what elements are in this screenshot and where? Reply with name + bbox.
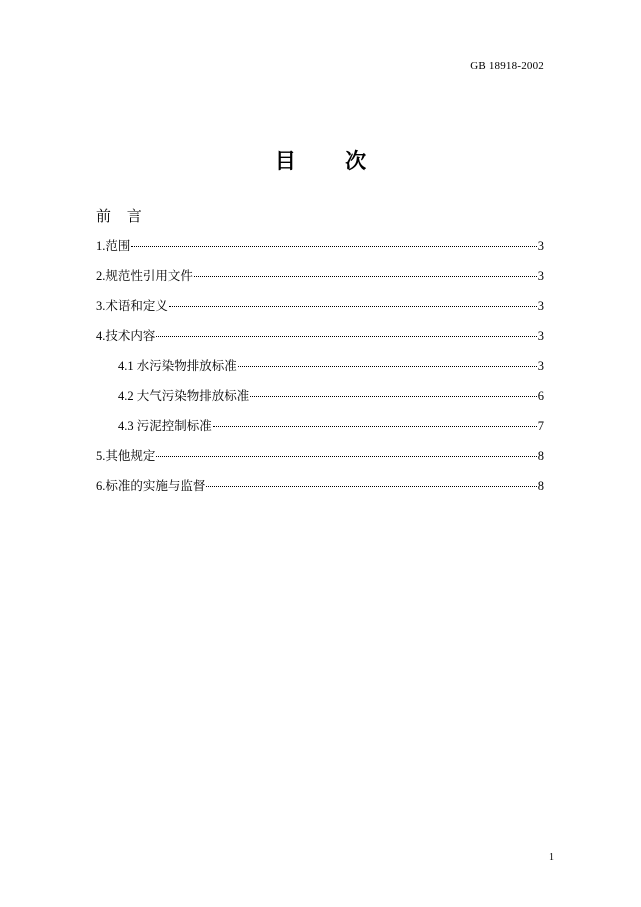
page-number: 1 [549,852,554,863]
dot-leader [250,396,536,397]
dot-leader [206,486,536,487]
dot-leader [213,426,537,427]
toc-entry-label: 4.1 水污染物排放标准 [118,359,237,373]
toc-entry-label: 2.规范性引用文件 [96,269,193,283]
toc-entry[interactable] [96,327,544,357]
toc-entry-page: 3 [537,269,544,283]
toc-title: 目 次 [274,149,389,173]
toc-entry[interactable] [96,267,544,297]
toc-entry-label: 6.标准的实施与监督 [96,479,206,493]
toc-entry[interactable] [96,297,544,327]
dot-leader [131,246,536,247]
toc-subentry[interactable] [96,387,544,417]
toc-list [96,237,544,507]
toc-entry-page: 3 [537,239,544,253]
toc-subentry[interactable] [96,417,544,447]
toc-entry-label: 4.3 污泥控制标准 [118,419,212,433]
dot-leader [238,366,537,367]
toc-entry-page: 6 [537,389,544,403]
dot-leader [169,306,537,307]
toc-entry-page: 7 [537,419,544,433]
toc-subentry[interactable] [96,357,544,387]
toc-entry[interactable] [96,447,544,477]
toc-entry-page: 3 [537,299,544,313]
toc-entry-page: 3 [537,329,544,343]
toc-entry-label: 1.范围 [96,239,131,253]
dot-leader [156,336,536,337]
standard-code: GB 18918-2002 [470,60,544,72]
toc-entry-label: 4.2 大气污染物排放标准 [118,389,250,403]
toc-entry-page: 8 [537,449,544,463]
toc-entry-page: 8 [537,479,544,493]
preface-heading: 前 言 [96,209,148,225]
toc-entry[interactable] [96,237,544,267]
dot-leader [194,276,537,277]
toc-entry-label: 4.技术内容 [96,329,156,343]
toc-entry[interactable] [96,477,544,507]
toc-entry-label: 3.术语和定义 [96,299,168,313]
dot-leader [156,456,536,457]
toc-entry-page: 3 [537,359,544,373]
toc-entry-label: 5.其他规定 [96,449,156,463]
